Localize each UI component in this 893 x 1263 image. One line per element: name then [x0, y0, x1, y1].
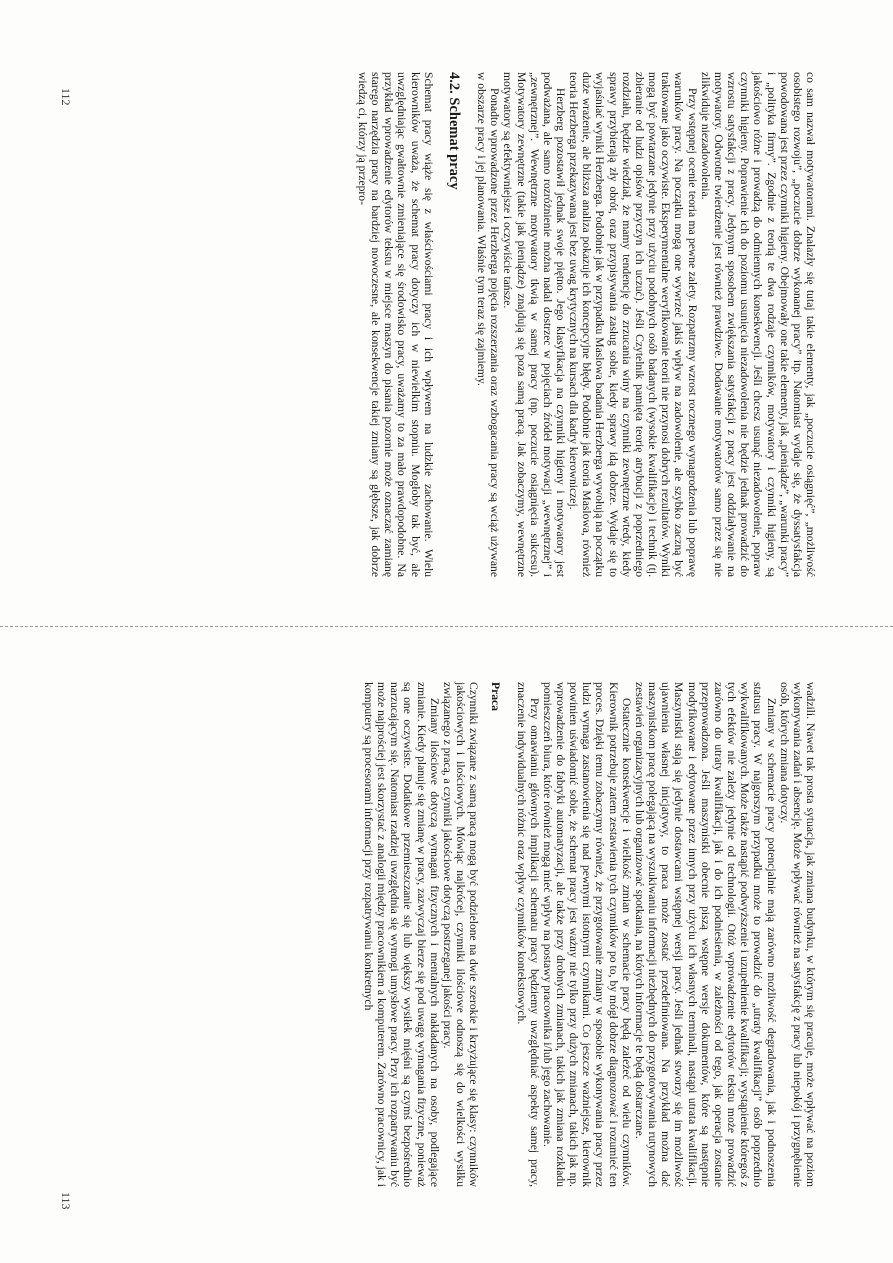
right-text-column: [362, 682, 817, 1187]
paragraph: Przy omawianiu głównych implikacji schematu pracy będziemy uwzględniać aspekty samej pracy, znaczenie indywidualnych różnic oraz wpływ czynników kontekstowych.: [514, 682, 541, 1187]
subsection-heading: Praca: [489, 682, 503, 711]
paragraph: Czynniki związane z samą pracą mogą być podzielone na dwie szerokie i krzyżujące się klasy: czynników jakościowych i ilościowych. Mówiąc najkrócej, czynniki ilościowe odnoszą się do wielkości wysiłku związanego z pracą, a czynniki jakościowe dotyczą postrzeganej jakości pracy.: [440, 682, 481, 1187]
paragraph: Ostatecznie konsekwencje i wielkość zmian w schemacie pracy będą zależeć od wielu czynników. Kierownik potrzebuje zatem zestawienia tych czynników po to, by mógł dobrze diagnozować i rozumieć ten proces. Dzięki temu zobaczymy również, że przygotowanie zmiany w sposobie wykonywania pracy przez ludzi wymaga zastanowienia się nad pewnymi istotnymi czynnikami. Co jeszcze ważniejsze, kierownik powinien uświadomić sobie, że schemat pracy jest ważny nie tylko przy dużych zmianach, takich jak np. wprowadzenie do fabryki automatyzacji, ale także przy drobnych zmianach, takich jak zmiana rozkładu pomieszczeń biura, które również mogą mieć wpływ na postawy pracownika i/lub jego zachowanie.: [540, 682, 633, 1187]
paragraph: Ponadto wprowadzone przez Herzberga pojęcia rozszerzania oraz wzbogacania pracy są wciąż używane w obszarze pracy i jej planowania. Właśnie tym teraz się zajmiemy.: [475, 72, 502, 577]
page-number: 112: [59, 88, 73, 106]
paragraph: co sam nazwał motywatorami. Znalazły się tutaj takie elementy, jak „poczucie osiągnięć”, „możliwość osobistego rozwoju”, „poczucie dobrze wykonanej pracy” itp. Natomiast wydaje się, że dyssatysfakcja powodowana jest przez czynniki higieny. Obejmowały one takie elementy, jak „pieniądze”, „warunki pracy” i „polityka firmy”. Zgodnie z teorią te dwa rodzaje czynników, motywatory i czynniki higieny, są jakościowo różne i prowadzą do odmiennych konsekwencji. Jeśli chcesz usunąć niezadowolenie, popraw czynniki higieny. Poprawienie ich do poziomu usunięcia niezadowolenia nie będzie jednak prowadzić do wzrostu satysfakcji z pracy. Jedynym sposobem zwiększania satysfakcji z pracy jest oddziaływanie na motywatory. Odwrotne twierdzenie jest również prawdziwe. Dodawanie motywatorów samo przez się nie zlikwiduje niezadowolenia.: [698, 72, 817, 577]
left-text-column: [356, 72, 817, 577]
left-page: [0, 0, 893, 631]
page-number: 113: [59, 1192, 73, 1210]
paragraph: Przy wstępnej ocenie teoria ma pewne zalety. Rozpatrzmy wzrost rocznego wynagrodzenia lub poprawę warunków pracy. Na początku mogą one wywrzeć jakiś wpływ na zadowolenie, ale szybko zaczną być traktowane jako oczywiste. Eksperymentalne weryfikowanie teorii nie przynosi dobrych rezultatów. Wyniki mogą być powtarzane jedynie przy użyciu podobnych osób badanych (wysokie kwalifikacje) i technik (tj. zbieranie od ludzi opisów przyczyn ich uczuć). Jeśli Czytelnik pamięta teorię atrybucji z poprzedniego rozdziału, będzie wiedział, że mamy tendencję do zrzucania winy na czynniki zewnętrzne wtedy, kiedy sprawy przybierają zły obrót, oraz przypisywania zasług sobie, kiedy sprawy idą dobrze. Wydaje się to wyjaśniać wyniki Herzberga. Podobnie jak w przypadku Maslowa badania Herzberga wywołują na początku duże wrażenie, ale bliższa analiza pokazuje ich koncepcyjne błędy. Podobnie jak teoria Maslowa, również teoria Herzberga przekazywana jest bez uwag krytycznych na kursach dla kadry kierowniczej.: [567, 72, 699, 577]
right-page: [0, 632, 893, 1263]
paragraph: Zmiany ilościowe dotyczą wymagań fizycznych i mentalnych nakładanych na osoby, podlegające zmianie. Kiedy planuje się zmianę w pracy, zazwyczaj bierze się pod uwagę wymagania fizyczne, ponieważ są one oczywiste. Dodatkowe przemieszczanie się lub większy wysiłek mięśni są czymś bezpośrednio narzucającym się. Natomiast rzadziej uwzględnia się wymogi umysłowe pracy. Przy ich rozpatrywaniu być może najprościej jest skorzystać z analogii między pracownikiem a komputerem. Zarówno pracownicy, jak i komputery są procesorami informacji przy rozpatrywaniu konkretnych: [362, 682, 441, 1187]
paragraph: Schemat pracy wiąże się z właściwościami pracy i ich wpływem na ludzkie zachowanie. Wielu kierowników uważa, że schemat pracy dotyczy ich w niewielkim stopniu. Mogłoby tak być, ale uwzględniając gwałtownie zmieniające się środowisko pracy, uważamy to za mało prawdopodobne. Na przykład wprowadzenie edytorów tekstu w miejsce maszyn do pisania pozornie może oznaczać zamianę starego narzędzia pracy na bardziej nowoczesne, ale konsekwencje takiej zmiany są głębsze, jak dobrze wiedzą ci, którzy ją przepro-: [356, 72, 435, 577]
paragraph: Herzberg pozostawił jednak swoje piętno. Jego klasyfikacja na czynniki higieny i motywatory jest podważana, ale samo rozróżnienie można nadal dostrzec w pojęciach źródeł motywacji „wewnętrznej” i „zewnętrznej”. Wewnętrzne motywatory tkwią w samej pracy (np. poczucie osiągnięcia sukcesu). Motywatory zewnętrzne (takie jak pieniądze) znajdują się poza samą pracą. Jak zobaczymy, wewnętrzne motywatory są efektywniejsze i oczywiście tańsze.: [501, 72, 568, 577]
paragraph: Zmiany w schemacie pracy potencjalnie mają zarówno możliwość degradowania, jak i podnoszenia statusu pracy. W najgorszym przypadku może to prowadzić do „utraty kwalifikacji” osób poprzednio wykwalifikowanych. Może także nastąpić podwyższenie i uzupełnienie kwalifikacji; wystąpienie któregoś z tych efektów nie zależy jedynie od technologii. Otóż wprowadzenie edytorów tekstu może prowadzić zarówno do utraty kwalifikacji, jak i do ich podniesienia, w zależności od tego, jak operacja zostanie przeprowadzona. Jeśli maszynistki obecnie piszą wstępne wersje dokumentów, które są następnie modyfikowane i edytowane przez innych przy użyciu ich własnych terminali, nastąpi utrata kwalifikacji. Maszynistki stają się jedynie dostawcami wstępnej wersji pracy. Jeśli jednak stworzy się im możliwość ujawnienia własnej inicjatywy, to praca może zostać przedefiniowana. Na przykład można dać maszynistkom pracę polegającą na wyszukiwaniu informacji niezbędnych do przygotowywania rutynowych zestawień organizacyjnych lub organizować spotkania, na których informacje te będą dostarczane.: [632, 682, 778, 1187]
section-heading: 4.2. Schemat pracy: [445, 72, 462, 190]
paragraph: wadzili. Nawet tak prosta sytuacja, jak zmiana budynku, w którym się pracuje, może wpływać na poziom wykonywania zadań i absencję. Może wpływać również na satysfakcję z pracy lub niepokój i przygnębienie osób, których zmiana dotyczy.: [777, 682, 817, 1187]
